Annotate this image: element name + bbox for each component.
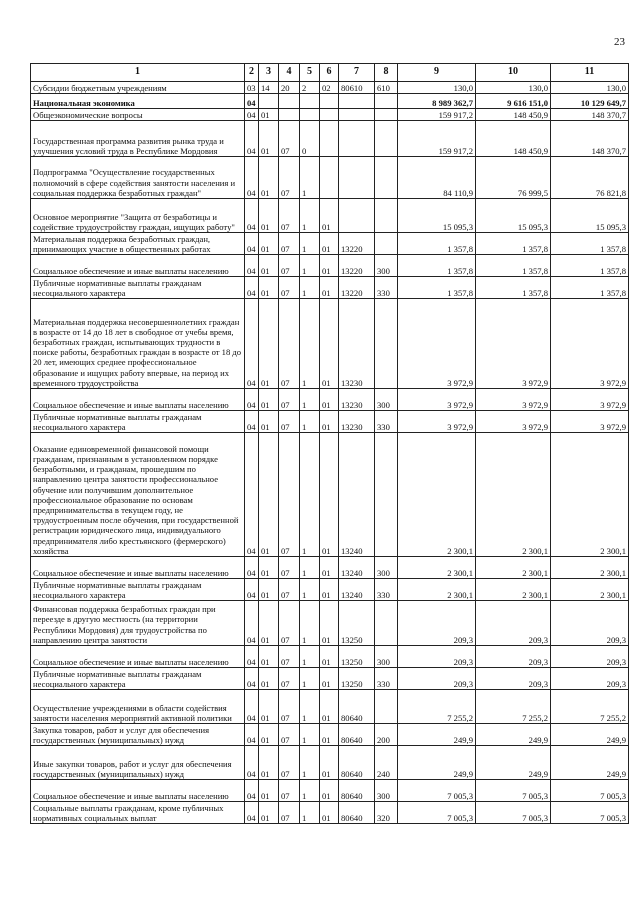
table-row (31, 82, 629, 94)
amount-year3-cell: 3 972,9 (551, 299, 629, 389)
subsection-code-cell: 01 (259, 802, 279, 824)
section-code-cell: 04 (245, 668, 259, 690)
event-code-cell (320, 94, 339, 109)
subsection-code-cell: 01 (259, 389, 279, 411)
amount-year1-cell: 84 110,9 (398, 157, 476, 199)
event-code-cell: 01 (320, 601, 339, 646)
expense-type-cell: 300 (375, 557, 398, 579)
table-row (31, 646, 629, 668)
direction-code-cell: 80640 (339, 690, 375, 724)
amount-year3-cell: 7 005,3 (551, 780, 629, 802)
subsection-code-cell: 01 (259, 411, 279, 433)
amount-year3-cell: 7 005,3 (551, 802, 629, 824)
section-code-cell: 04 (245, 109, 259, 121)
amount-year2-cell: 1 357,8 (476, 233, 551, 255)
subsection-code-cell: 01 (259, 557, 279, 579)
subsection-code-cell: 01 (259, 579, 279, 601)
table-row (31, 690, 629, 724)
table-header-row (31, 64, 629, 82)
subsection-code-cell: 01 (259, 433, 279, 557)
amount-year2-cell: 7 005,3 (476, 780, 551, 802)
expense-type-cell: 300 (375, 255, 398, 277)
expense-type-cell (375, 233, 398, 255)
event-code-cell (320, 121, 339, 157)
table-row (31, 411, 629, 433)
expense-type-cell: 300 (375, 389, 398, 411)
program-code-cell: 07 (279, 277, 300, 299)
expense-type-cell (375, 199, 398, 233)
section-code-cell: 04 (245, 199, 259, 233)
section-code-cell: 04 (245, 411, 259, 433)
amount-year2-cell: 249,9 (476, 724, 551, 746)
amount-year2-cell: 3 972,9 (476, 389, 551, 411)
header-cell: 8 (375, 64, 398, 82)
subprogram-code-cell: 1 (300, 601, 320, 646)
expense-type-cell (375, 157, 398, 199)
table-row (31, 94, 629, 109)
section-code-cell: 04 (245, 601, 259, 646)
direction-code-cell: 13250 (339, 601, 375, 646)
section-code-cell: 04 (245, 277, 259, 299)
amount-year1-cell: 3 972,9 (398, 299, 476, 389)
amount-year1-cell: 130,0 (398, 82, 476, 94)
subsection-code-cell: 01 (259, 121, 279, 157)
amount-year2-cell: 209,3 (476, 601, 551, 646)
header-cell: 10 (476, 64, 551, 82)
direction-code-cell: 13220 (339, 233, 375, 255)
subprogram-code-cell: 1 (300, 746, 320, 780)
expense-type-cell (375, 690, 398, 724)
program-code-cell: 07 (279, 746, 300, 780)
amount-year2-cell: 3 972,9 (476, 299, 551, 389)
subprogram-code-cell: 1 (300, 277, 320, 299)
subsection-code-cell: 01 (259, 668, 279, 690)
amount-year1-cell: 1 357,8 (398, 233, 476, 255)
event-code-cell: 01 (320, 780, 339, 802)
program-code-cell: 07 (279, 433, 300, 557)
table-row (31, 668, 629, 690)
expense-type-cell (375, 94, 398, 109)
expense-type-cell: 330 (375, 668, 398, 690)
row-name-cell: Материальная поддержка безработных граждан, принимающих участие в общественных работах (31, 233, 245, 255)
section-code-cell: 04 (245, 646, 259, 668)
section-code-cell: 04 (245, 299, 259, 389)
table-row (31, 199, 629, 233)
section-code-cell: 04 (245, 579, 259, 601)
event-code-cell (320, 109, 339, 121)
amount-year2-cell: 209,3 (476, 668, 551, 690)
amount-year3-cell: 249,9 (551, 724, 629, 746)
event-code-cell: 01 (320, 299, 339, 389)
table-row (31, 121, 629, 157)
subprogram-code-cell: 1 (300, 646, 320, 668)
table-row (31, 802, 629, 824)
amount-year2-cell: 15 095,3 (476, 199, 551, 233)
amount-year1-cell: 15 095,3 (398, 199, 476, 233)
direction-code-cell: 13220 (339, 255, 375, 277)
program-code-cell: 07 (279, 802, 300, 824)
program-code-cell: 07 (279, 646, 300, 668)
event-code-cell: 01 (320, 668, 339, 690)
event-code-cell: 01 (320, 646, 339, 668)
amount-year1-cell: 7 255,2 (398, 690, 476, 724)
table-row (31, 780, 629, 802)
event-code-cell: 01 (320, 579, 339, 601)
direction-code-cell: 80640 (339, 802, 375, 824)
subprogram-code-cell: 1 (300, 690, 320, 724)
row-name-cell: Публичные нормативные выплаты гражданам несоциального характера (31, 277, 245, 299)
table-row (31, 109, 629, 121)
section-code-cell: 04 (245, 233, 259, 255)
row-name-cell: Социальное обеспечение и иные выплаты населению (31, 255, 245, 277)
subsection-code-cell: 01 (259, 746, 279, 780)
header-cell: 2 (245, 64, 259, 82)
table-row (31, 233, 629, 255)
amount-year3-cell: 1 357,8 (551, 233, 629, 255)
event-code-cell: 01 (320, 233, 339, 255)
row-name-cell: Социальное обеспечение и иные выплаты населению (31, 780, 245, 802)
expense-type-cell: 200 (375, 724, 398, 746)
amount-year1-cell: 209,3 (398, 646, 476, 668)
section-code-cell: 04 (245, 121, 259, 157)
table-row (31, 724, 629, 746)
row-name-cell: Осуществление учреждениями в области содействия занятости населения мероприятий активной политики (31, 690, 245, 724)
direction-code-cell (339, 109, 375, 121)
amount-year2-cell: 1 357,8 (476, 277, 551, 299)
amount-year2-cell: 148 450,9 (476, 121, 551, 157)
expense-type-cell: 300 (375, 780, 398, 802)
subprogram-code-cell: 1 (300, 389, 320, 411)
amount-year1-cell: 2 300,1 (398, 433, 476, 557)
section-code-cell: 04 (245, 389, 259, 411)
section-code-cell: 04 (245, 780, 259, 802)
expense-type-cell: 300 (375, 646, 398, 668)
program-code-cell: 07 (279, 601, 300, 646)
amount-year2-cell: 9 616 151,0 (476, 94, 551, 109)
program-code-cell: 07 (279, 233, 300, 255)
table-row (31, 601, 629, 646)
direction-code-cell: 80640 (339, 724, 375, 746)
subsection-code-cell: 01 (259, 109, 279, 121)
amount-year2-cell: 209,3 (476, 646, 551, 668)
event-code-cell: 01 (320, 277, 339, 299)
subprogram-code-cell: 0 (300, 121, 320, 157)
amount-year2-cell: 130,0 (476, 82, 551, 94)
subprogram-code-cell: 1 (300, 299, 320, 389)
subprogram-code-cell: 2 (300, 82, 320, 94)
expense-type-cell: 320 (375, 802, 398, 824)
section-code-cell: 04 (245, 157, 259, 199)
program-code-cell: 07 (279, 780, 300, 802)
amount-year2-cell: 76 999,5 (476, 157, 551, 199)
subprogram-code-cell: 1 (300, 668, 320, 690)
subsection-code-cell: 01 (259, 233, 279, 255)
row-name-cell: Социальное обеспечение и иные выплаты населению (31, 646, 245, 668)
row-name-cell: Социальное обеспечение и иные выплаты населению (31, 557, 245, 579)
amount-year1-cell: 1 357,8 (398, 255, 476, 277)
row-name-cell: Субсидии бюджетным учреждениям (31, 82, 245, 94)
row-name-cell: Публичные нормативные выплаты гражданам несоциального характера (31, 579, 245, 601)
program-code-cell: 07 (279, 199, 300, 233)
event-code-cell: 01 (320, 746, 339, 780)
table-row (31, 299, 629, 389)
subsection-code-cell: 01 (259, 157, 279, 199)
section-code-cell: 03 (245, 82, 259, 94)
row-name-cell: Подпрограмма "Осуществление государственных полномочий в сфере содействия занятости населения и социальная поддержка безработных граждан" (31, 157, 245, 199)
amount-year1-cell: 2 300,1 (398, 579, 476, 601)
subprogram-code-cell: 1 (300, 557, 320, 579)
subprogram-code-cell: 1 (300, 255, 320, 277)
row-name-cell: Финансовая поддержка безработных граждан при переезде в другую местность (на территории Республики Мордовия) для трудоустройства по направлению центра занятости (31, 601, 245, 646)
subsection-code-cell: 01 (259, 277, 279, 299)
subsection-code-cell: 14 (259, 82, 279, 94)
section-code-cell: 04 (245, 746, 259, 780)
expense-type-cell: 330 (375, 579, 398, 601)
direction-code-cell: 13230 (339, 389, 375, 411)
subsection-code-cell: 01 (259, 690, 279, 724)
header-cell: 9 (398, 64, 476, 82)
row-name-cell: Публичные нормативные выплаты гражданам несоциального характера (31, 668, 245, 690)
subprogram-code-cell: 1 (300, 157, 320, 199)
program-code-cell: 07 (279, 579, 300, 601)
event-code-cell: 01 (320, 690, 339, 724)
expense-type-cell: 240 (375, 746, 398, 780)
subsection-code-cell: 01 (259, 199, 279, 233)
header-cell: 1 (31, 64, 245, 82)
amount-year2-cell: 1 357,8 (476, 255, 551, 277)
page-number: 23 (614, 36, 625, 48)
program-code-cell: 07 (279, 157, 300, 199)
header-cell: 6 (320, 64, 339, 82)
section-code-cell: 04 (245, 255, 259, 277)
amount-year1-cell: 209,3 (398, 601, 476, 646)
table-row (31, 255, 629, 277)
amount-year1-cell: 159 917,2 (398, 109, 476, 121)
direction-code-cell: 13240 (339, 433, 375, 557)
row-name-cell: Социальное обеспечение и иные выплаты населению (31, 389, 245, 411)
budget-table (30, 63, 629, 824)
program-code-cell: 07 (279, 724, 300, 746)
program-code-cell: 07 (279, 389, 300, 411)
table-row (31, 433, 629, 557)
header-cell: 3 (259, 64, 279, 82)
row-name-cell: Иные закупки товаров, работ и услуг для обеспечения государственных (муниципальных) нужд (31, 746, 245, 780)
amount-year1-cell: 3 972,9 (398, 411, 476, 433)
row-name-cell: Социальные выплаты гражданам, кроме публичных нормативных социальных выплат (31, 802, 245, 824)
amount-year2-cell: 3 972,9 (476, 411, 551, 433)
program-code-cell: 07 (279, 255, 300, 277)
amount-year1-cell: 1 357,8 (398, 277, 476, 299)
subsection-code-cell: 01 (259, 255, 279, 277)
amount-year3-cell: 1 357,8 (551, 255, 629, 277)
amount-year3-cell: 15 095,3 (551, 199, 629, 233)
header-cell: 5 (300, 64, 320, 82)
amount-year3-cell: 3 972,9 (551, 389, 629, 411)
amount-year3-cell: 2 300,1 (551, 433, 629, 557)
table-row (31, 157, 629, 199)
row-name-cell: Материальная поддержка несовершеннолетних граждан в возрасте от 14 до 18 лет в свободное от учебы время, безработных граждан, испытывающих трудности в поиске работы, безработных граждан в возрасте от 18 до 20 лет, имеющих среднее профессиональное образование и ищущих работу впервые, на период их временного трудоустройства (31, 299, 245, 389)
event-code-cell: 01 (320, 389, 339, 411)
amount-year3-cell: 209,3 (551, 646, 629, 668)
program-code-cell: 07 (279, 690, 300, 724)
section-code-cell: 04 (245, 94, 259, 109)
expense-type-cell (375, 109, 398, 121)
amount-year2-cell: 2 300,1 (476, 579, 551, 601)
direction-code-cell: 13250 (339, 668, 375, 690)
subsection-code-cell: 01 (259, 646, 279, 668)
program-code-cell (279, 109, 300, 121)
program-code-cell (279, 94, 300, 109)
subprogram-code-cell: 1 (300, 802, 320, 824)
subprogram-code-cell: 1 (300, 579, 320, 601)
subprogram-code-cell: 1 (300, 433, 320, 557)
event-code-cell: 01 (320, 255, 339, 277)
event-code-cell: 01 (320, 433, 339, 557)
amount-year2-cell: 7 255,2 (476, 690, 551, 724)
row-name-cell: Национальная экономика (31, 94, 245, 109)
amount-year3-cell: 1 357,8 (551, 277, 629, 299)
amount-year1-cell: 8 989 362,7 (398, 94, 476, 109)
amount-year3-cell: 249,9 (551, 746, 629, 780)
amount-year3-cell: 3 972,9 (551, 411, 629, 433)
direction-code-cell: 13240 (339, 579, 375, 601)
event-code-cell: 01 (320, 724, 339, 746)
amount-year1-cell: 209,3 (398, 668, 476, 690)
subprogram-code-cell: 1 (300, 411, 320, 433)
amount-year1-cell: 249,9 (398, 746, 476, 780)
direction-code-cell: 13230 (339, 411, 375, 433)
row-name-cell: Закупка товаров, работ и услуг для обеспечения государственных (муниципальных) нужд (31, 724, 245, 746)
table-row (31, 277, 629, 299)
event-code-cell: 02 (320, 82, 339, 94)
program-code-cell: 20 (279, 82, 300, 94)
amount-year2-cell: 148 450,9 (476, 109, 551, 121)
amount-year3-cell: 209,3 (551, 668, 629, 690)
subsection-code-cell: 01 (259, 724, 279, 746)
row-name-cell: Основное мероприятие "Защита от безработицы и содействие трудоустройству граждан, ищущих работу" (31, 199, 245, 233)
program-code-cell: 07 (279, 121, 300, 157)
direction-code-cell: 80640 (339, 780, 375, 802)
subprogram-code-cell (300, 94, 320, 109)
direction-code-cell: 13220 (339, 277, 375, 299)
header-cell: 11 (551, 64, 629, 82)
subsection-code-cell: 01 (259, 780, 279, 802)
event-code-cell (320, 157, 339, 199)
expense-type-cell (375, 601, 398, 646)
section-code-cell: 04 (245, 724, 259, 746)
direction-code-cell: 13250 (339, 646, 375, 668)
program-code-cell: 07 (279, 668, 300, 690)
program-code-cell: 07 (279, 411, 300, 433)
subprogram-code-cell: 1 (300, 780, 320, 802)
section-code-cell: 04 (245, 690, 259, 724)
header-cell: 4 (279, 64, 300, 82)
section-code-cell: 04 (245, 433, 259, 557)
expense-type-cell: 610 (375, 82, 398, 94)
direction-code-cell: 80640 (339, 746, 375, 780)
amount-year1-cell: 2 300,1 (398, 557, 476, 579)
amount-year1-cell: 3 972,9 (398, 389, 476, 411)
section-code-cell: 04 (245, 802, 259, 824)
amount-year3-cell: 2 300,1 (551, 557, 629, 579)
event-code-cell: 01 (320, 411, 339, 433)
subprogram-code-cell: 1 (300, 724, 320, 746)
direction-code-cell (339, 94, 375, 109)
subprogram-code-cell (300, 109, 320, 121)
amount-year3-cell: 7 255,2 (551, 690, 629, 724)
amount-year3-cell: 148 370,7 (551, 121, 629, 157)
direction-code-cell: 13240 (339, 557, 375, 579)
table-row (31, 557, 629, 579)
direction-code-cell (339, 121, 375, 157)
subsection-code-cell (259, 94, 279, 109)
amount-year1-cell: 7 005,3 (398, 802, 476, 824)
row-name-cell: Государственная программа развития рынка труда и улучшения условий труда в Республике Мордовия (31, 121, 245, 157)
amount-year3-cell: 130,0 (551, 82, 629, 94)
expense-type-cell (375, 433, 398, 557)
subprogram-code-cell: 1 (300, 233, 320, 255)
direction-code-cell (339, 157, 375, 199)
direction-code-cell: 13230 (339, 299, 375, 389)
amount-year1-cell: 7 005,3 (398, 780, 476, 802)
table-row (31, 579, 629, 601)
expense-type-cell (375, 121, 398, 157)
amount-year1-cell: 249,9 (398, 724, 476, 746)
amount-year2-cell: 7 005,3 (476, 802, 551, 824)
expense-type-cell: 330 (375, 411, 398, 433)
amount-year3-cell: 148 370,7 (551, 109, 629, 121)
amount-year2-cell: 2 300,1 (476, 557, 551, 579)
amount-year2-cell: 2 300,1 (476, 433, 551, 557)
program-code-cell: 07 (279, 557, 300, 579)
header-cell: 7 (339, 64, 375, 82)
subprogram-code-cell: 1 (300, 199, 320, 233)
subsection-code-cell: 01 (259, 601, 279, 646)
amount-year3-cell: 209,3 (551, 601, 629, 646)
amount-year3-cell: 10 129 649,7 (551, 94, 629, 109)
row-name-cell: Оказание единовременной финансовой помощи гражданам, признанным в установленном порядке безработными, и гражданам, прошедшим по направлению центра занятости профессиональное обучение или получившим дополнительное профессиональное образование по основам предпринимательства в текущем году, не трудоустроенным после обучения, при государственной регистрации юридического лица, индивидуального предпринимателя либо крестьянского (фермерского) хозяйства (31, 433, 245, 557)
amount-year3-cell: 76 821,8 (551, 157, 629, 199)
section-code-cell: 04 (245, 557, 259, 579)
expense-type-cell (375, 299, 398, 389)
direction-code-cell: 80610 (339, 82, 375, 94)
program-code-cell: 07 (279, 299, 300, 389)
table-row (31, 746, 629, 780)
row-name-cell: Публичные нормативные выплаты гражданам несоциального характера (31, 411, 245, 433)
expense-type-cell: 330 (375, 277, 398, 299)
event-code-cell: 01 (320, 199, 339, 233)
table-row (31, 389, 629, 411)
direction-code-cell (339, 199, 375, 233)
event-code-cell: 01 (320, 557, 339, 579)
event-code-cell: 01 (320, 802, 339, 824)
amount-year2-cell: 249,9 (476, 746, 551, 780)
subsection-code-cell: 01 (259, 299, 279, 389)
row-name-cell: Общеэкономические вопросы (31, 109, 245, 121)
amount-year1-cell: 159 917,2 (398, 121, 476, 157)
amount-year3-cell: 2 300,1 (551, 579, 629, 601)
